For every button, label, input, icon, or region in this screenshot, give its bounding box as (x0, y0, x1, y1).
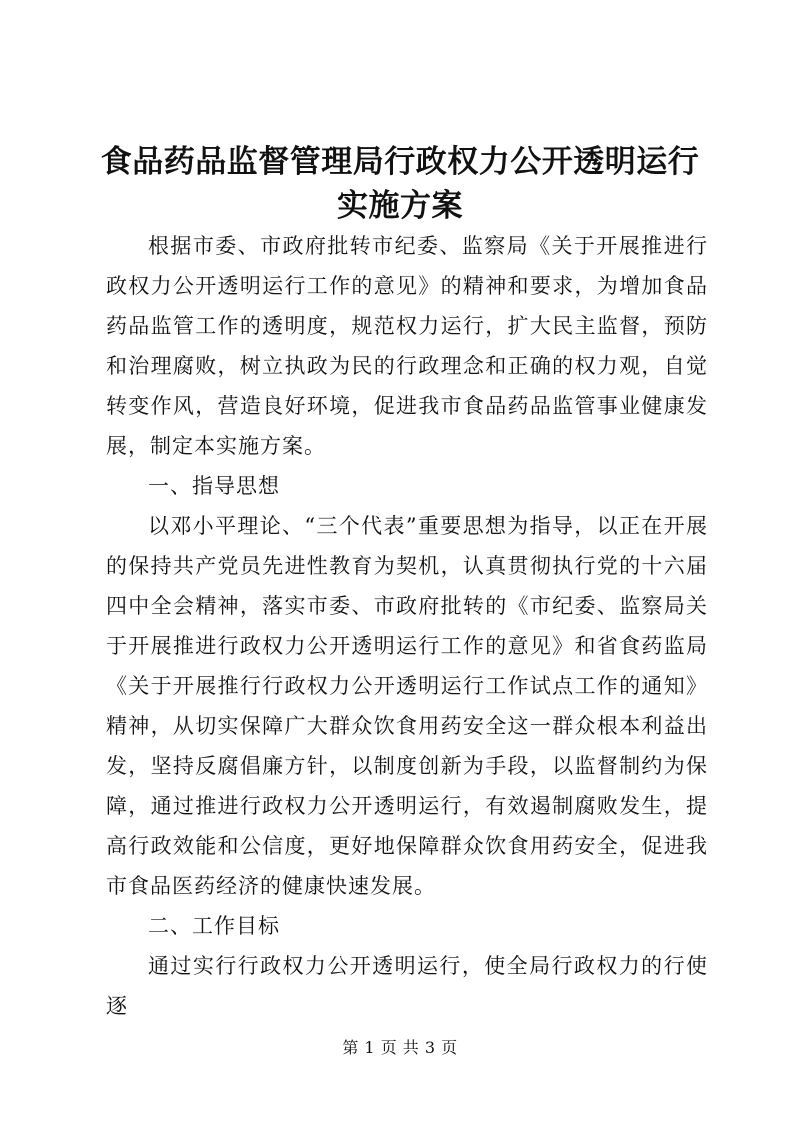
page-number-footer: 第 1 页 共 3 页 (342, 1038, 458, 1057)
document-title: 食品药品监督管理局行政权力公开透明运行实施方案 (100, 144, 700, 224)
intro-paragraph: 根据市委、市政府批转市纪委、监察局《关于开展推进行政权力公开透明运行工作的意见》的精神和要求，为增加食品药品监管工作的透明度，规范权力运行，扩大民主监督，预防和治理腐败，树立执政为民的行政理念和正确的权力观，自觉转变作风，营造良好环境，促进我市食品药品监管事业健康发展，制定本实施方案。 (106, 234, 708, 458)
section-heading-guiding-ideology: 一、指导思想 (148, 474, 280, 498)
section-paragraph-guiding-ideology: 以邓小平理论、“三个代表”重要思想为指导，以正在开展的保持共产党员先进性教育为契机，认真贯彻执行党的十六届四中全会精神，落实市委、市政府批转的《市纪委、监察局关于开展推进行政权力公开透明运行工作的意见》和省食药监局《关于开展推行行政权力公开透明运行工作试点工作的通知》精神，从切实保障广大群众饮食用药安全这一群众根本利益出发，坚持反腐倡廉方针，以制度创新为手段，以监督制约为保障，通过推进行政权力公开透明运行，有效遏制腐败发生，提高行政效能和公信度，更好地保障群众饮食用药安全，促进我市食品医药经济的健康快速发展。 (106, 514, 708, 898)
section-paragraph-work-goals: 通过实行行政权力公开透明运行，使全局行政权力的行使逐 (106, 954, 708, 1018)
document-body (106, 226, 708, 1026)
section-heading-work-goals: 二、工作目标 (148, 914, 280, 938)
